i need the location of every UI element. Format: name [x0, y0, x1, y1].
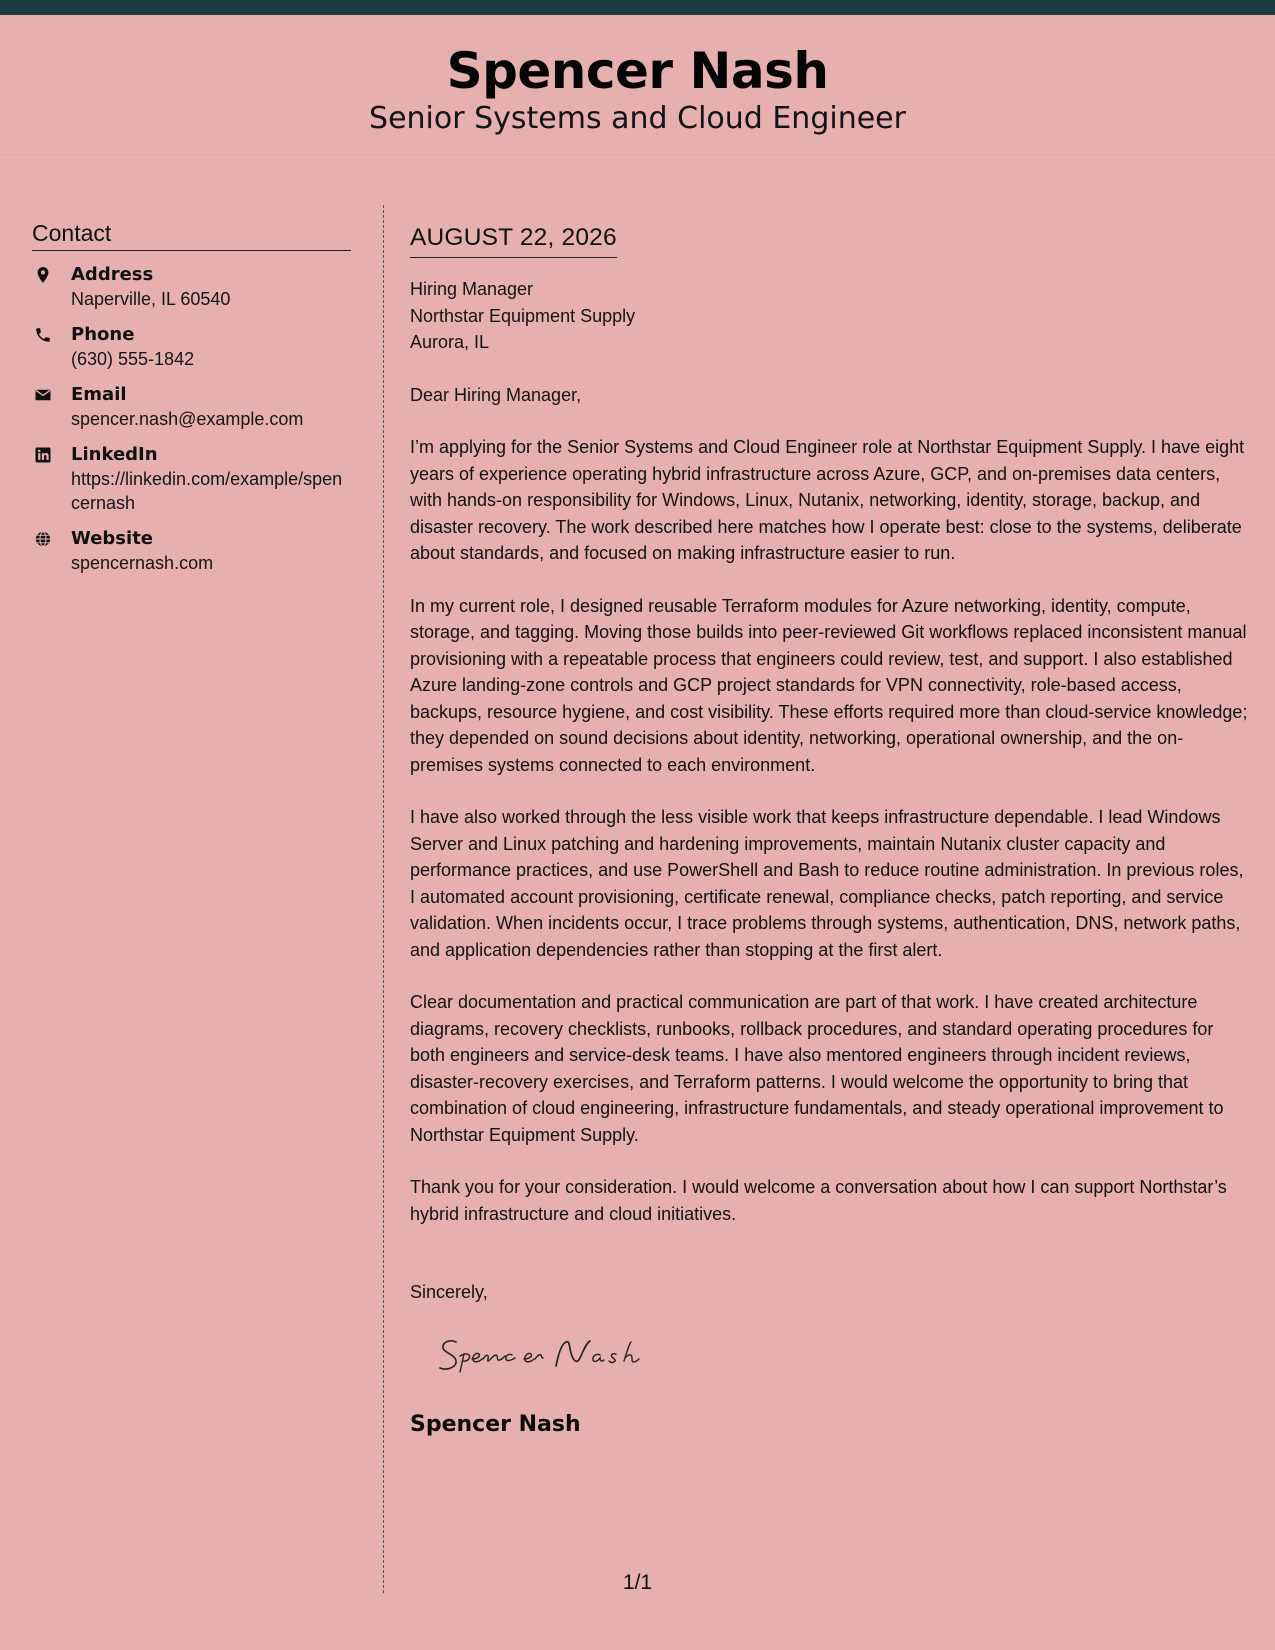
letter-body — [410, 222, 1252, 1439]
top-accent-bar — [0, 0, 1275, 15]
contact-title: Contact — [32, 218, 351, 251]
contact-value: spencer.nash@example.com — [71, 409, 304, 429]
contact-label: Website — [71, 528, 154, 549]
page-number: 1/1 — [622, 1571, 653, 1594]
recipient-line: Hiring Manager — [410, 279, 534, 299]
contact-email — [32, 383, 351, 431]
contact-value: (630) 555-1842 — [71, 349, 195, 369]
header — [0, 15, 1275, 155]
contact-label: Address — [71, 264, 154, 285]
salutation: Dear Hiring Manager, — [410, 384, 582, 405]
letter-paragraph: Clear documentation and practical communication are part of that work. I have created architecture diagrams, recovery checklists, runbooks, rollback procedures, and standard operating procedures for both engineers and service-desk teams. I have also mentored engineers through incident reviews, disaster-recovery exercises, and Terraform patterns. I would welcome the opportunity to bring that combination of cloud engineering, infrastructure fundamentals, and steady operational improvement to Northstar Equipment Supply. — [410, 992, 1224, 1145]
recipient-line: Aurora, IL — [410, 332, 490, 352]
letter-paragraph: In my current role, I designed reusable Terraform modules for Azure networking, identity, compute, storage, and tagging. Moving those builds into peer-reviewed Git workflows replaced inconsistent manual provisioning with a repeatable process that engineers could review, test, and support. I also established Azure landing-zone controls and GCP project standards for VPN connectivity, role-based access, backups, resource hygiene, and cost visibility. These efforts required more than cloud-service knowledge; they depended on sound decisions about identity, networking, operational ownership, and the on-premises systems connected to each environment. — [410, 595, 1248, 775]
envelope-icon — [34, 386, 52, 404]
contact-value: https://linkedin.com/example/spencernash — [71, 469, 343, 513]
signed-name: Spencer Nash — [410, 1411, 581, 1437]
letter-paragraph: I’m applying for the Senior Systems and Cloud Engineer role at Northstar Equipment Supply. I have eight years of experience operating hybrid infrastructure across Azure, GCP, and on-premises data centers, with hands-on responsibility for Windows, Linux, Nutanix, networking, identity, storage, backup, and disaster recovery. The work described here matches how I operate best: close to the systems, deliberate about standards, and focused on making infrastructure easier to run. — [410, 437, 1245, 563]
recipient-block — [410, 276, 1252, 356]
closing: Sincerely, — [410, 1282, 488, 1302]
contact-label: LinkedIn — [71, 444, 158, 465]
phone-icon — [34, 326, 52, 344]
linkedin-icon — [34, 446, 52, 464]
column-divider — [383, 205, 384, 1593]
candidate-name: Spencer Nash — [446, 42, 829, 100]
contact-value: spencernash.com — [71, 553, 214, 573]
map-pin-icon — [34, 266, 52, 284]
contact-website — [32, 527, 351, 575]
handwritten-signature — [434, 1328, 654, 1380]
letter-paragraph: Thank you for your consideration. I would welcome a conversation about how I can support Northstar’s hybrid infrastructure and cloud initiatives. — [410, 1177, 1227, 1224]
globe-icon — [34, 530, 52, 548]
candidate-role: Senior Systems and Cloud Engineer — [369, 101, 906, 136]
contact-address — [32, 263, 351, 311]
contact-phone — [32, 323, 351, 371]
contact-label: Email — [71, 384, 127, 405]
contact-linkedin — [32, 443, 351, 515]
letter-paragraph: I have also worked through the less visible work that keeps infrastructure dependable. I lead Windows Server and Linux patching and hardening improvements, maintain Nutanix cluster capacity and performance practices, and use PowerShell and Bash to reduce routine administration. In previous roles, I automated account provisioning, certificate renewal, compliance checks, patch reporting, and service validation. When incidents occur, I trace problems through systems, authentication, DNS, network paths, and application dependencies rather than stopping at the first alert. — [410, 807, 1244, 960]
contact-label: Phone — [71, 324, 135, 345]
letter-date: AUGUST 22, 2026 — [410, 222, 617, 258]
contact-value: Naperville, IL 60540 — [71, 289, 231, 309]
recipient-line: Northstar Equipment Supply — [410, 305, 636, 326]
contact-sidebar — [32, 218, 351, 575]
